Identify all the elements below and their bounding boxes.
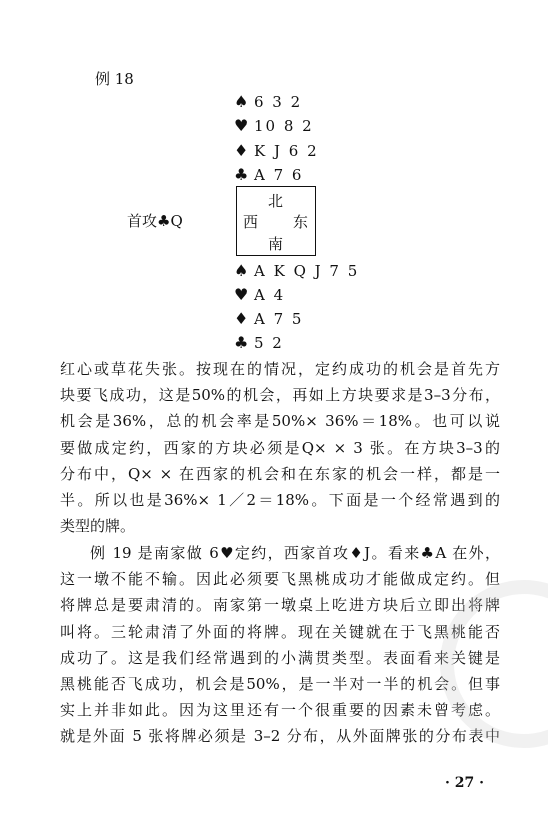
text-line: 叫将。三轮肃清了外面的将牌。现在关键就在于飞黑桃能否 [60,622,500,641]
text-line: 这一墩不能不输。因此必须要飞黑桃成功才能做成定约。但 [60,570,500,589]
north-diamonds [234,141,319,160]
north-clubs-cards: A 7 6 [254,166,304,184]
south-spades-cards: A K Q J 7 5 [254,262,360,280]
text-line: 类型的牌。 [60,517,136,536]
example-label: 例 18 [95,70,134,88]
diamond-icon: ♦ [234,309,249,328]
south-hearts [234,285,285,304]
north-diamonds-cards: K J 6 2 [254,142,319,160]
north-spades [234,92,302,111]
north-clubs [234,165,303,184]
text-line: 将牌总是要肃清的。南家第一墩桌上吃进方块后立即出将牌 [60,596,500,615]
spade-icon: ♠ [234,92,249,111]
opening-lead: 首攻♣Q [127,212,183,230]
south-spades [234,261,359,280]
north-hearts-cards: 10 8 2 [254,117,314,135]
compass-east: 东 [293,213,309,231]
heart-icon: ♥ [234,285,249,304]
text-line: 机会是36%，总的机会率是50%× 36%＝18%。也可以说 [60,412,500,431]
spade-icon: ♠ [234,261,249,280]
compass-west: 西 [243,213,259,231]
page-number: · 27 · [445,775,484,791]
text-line: 黑桃能否飞成功，机会是50%，是一半对一半的机会。但事 [60,675,500,694]
south-diamonds-cards: A 7 5 [254,310,304,328]
text-line: 就是外面 5 张将牌必须是 3–2 分布，从外面牌张的分布表中 [60,727,500,746]
paragraph-1 [60,356,500,539]
south-diamonds [234,309,303,328]
compass-south: 南 [268,235,284,253]
compass-north: 北 [268,192,284,210]
heart-icon: ♥ [234,116,249,135]
diamond-icon: ♦ [234,141,249,160]
club-icon: ♣ [234,165,249,184]
south-clubs [234,333,284,352]
club-icon: ♣ [234,333,249,352]
text-line: 红心或草花失张。按现在的情况，定约成功的机会是首先方 [60,360,500,378]
text-line: 实上并非如此。因为这里还有一个很重要的因素未曾考虑。 [60,701,500,720]
north-spades-cards: 6 3 2 [254,93,303,111]
text-line: 块要飞成功，这是50%的机会，再如上方块要求是3–3分布， [60,386,500,405]
text-line: 成功了。这是我们经常遇到的小满贯类型。表面看来关键是 [60,648,500,667]
compass-box [236,186,316,256]
text-line: 例 19 是南家做 6♥定约，西家首攻♦J。看来♣A 在外， [90,544,500,562]
south-hearts-cards: A 4 [254,286,286,304]
south-clubs-cards: 5 2 [254,334,284,352]
north-hearts [234,116,314,135]
paragraph-2 [60,540,500,750]
text-line: 分布中，Q× × 在西家的机会和在东家的机会一样，都是一 [60,464,500,483]
text-line: 要做成定约，西家的方块必须是Q× × 3 张。在方块3–3的 [60,438,500,457]
text-line: 半。所以也是36%× 1／2＝18%。下面是一个经常遇到的 [60,491,500,510]
